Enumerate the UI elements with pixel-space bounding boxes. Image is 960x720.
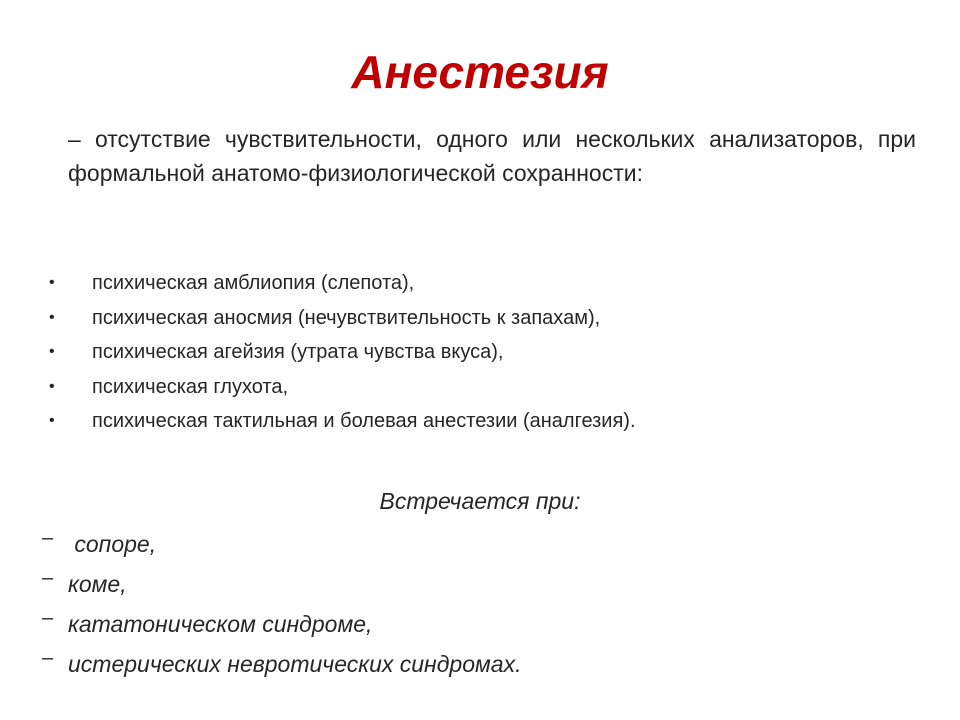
list-item — [46, 266, 636, 301]
occurs-list — [42, 526, 521, 686]
bullet-icon: • — [49, 308, 55, 326]
slide-title: Анестезия — [351, 46, 609, 98]
list-item-text: сопоре, — [68, 531, 157, 557]
list-item — [42, 646, 521, 686]
list-item-text: кататоническом синдроме, — [68, 611, 373, 637]
list-item-text: психическая глухота, — [92, 375, 289, 398]
symptom-list — [46, 266, 636, 439]
list-item — [42, 526, 521, 566]
bullet-icon: • — [49, 412, 55, 429]
list-item-text: психическая агейзия (утрата чувства вкуса), — [92, 341, 504, 363]
dash-icon: – — [42, 527, 54, 549]
list-item-text: психическая тактильная и болевая анестезии (аналгезия). — [92, 410, 636, 432]
list-item — [46, 301, 636, 336]
dash-icon: – — [42, 567, 54, 589]
dash-icon: – — [42, 607, 54, 629]
occurs-heading: Встречается при: — [379, 488, 581, 514]
list-item-text: психическая амблиопия (слепота), — [92, 272, 415, 294]
list-item-text: истерических невротических синдромах. — [68, 651, 522, 677]
list-item — [42, 606, 521, 646]
list-item — [42, 566, 521, 606]
bullet-icon: • — [49, 343, 55, 360]
list-item — [46, 335, 636, 370]
dash-icon: – — [42, 647, 54, 669]
definition-text: – отсутствие чувствительности, одного или нескольких анализаторов, при формальной анатомо-физиологической сохранности: — [68, 126, 916, 186]
list-item-text: психическая аносмия (нечувствительность к запахам), — [92, 306, 601, 329]
list-item — [46, 404, 636, 439]
list-item — [46, 370, 636, 405]
bullet-icon: • — [49, 274, 55, 291]
bullet-icon: • — [49, 377, 55, 395]
list-item-text: коме, — [68, 571, 127, 597]
